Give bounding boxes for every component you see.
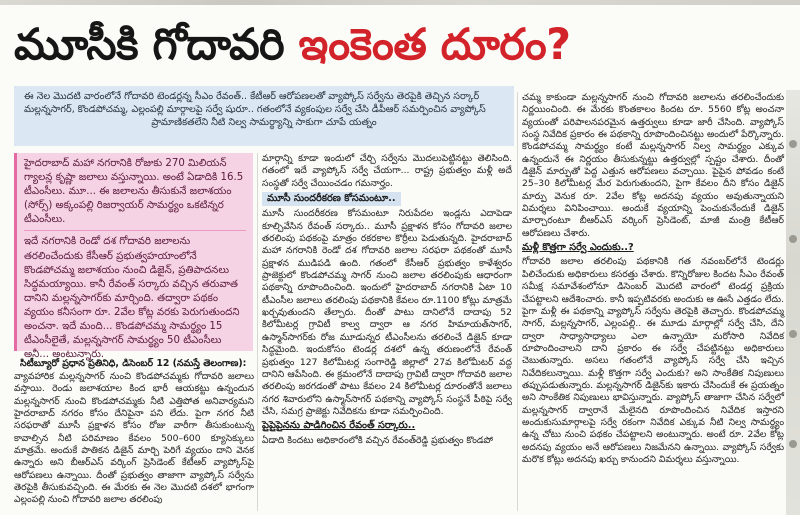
highlight-paragraph-2: ఇదే నగరానికి రెండో దశ గోదావరి జలాలను తరలించేందుకు కేసీఆర్ ప్రభుత్వహయాంలోనే కొండపోచమ్మ జలాశయం నుంచి డిజైన్, ప్రతిపాదనలు సిద్ధమయ్యాయి. కానీ రేవంత్ సర్కారు వచ్చిన తరువాత దానిని మల్లన్నసాగర్‌కు మార్చింది. తద్వారా పథకం వ్యయం కనీసంగా రూ. 2వేల కోట్ల వరకు పెరుగుతుందని అంచనా. ఇదే మంది... కొండపోచమ్మ సామర్థ్యం 15 టీఎంసీలైతే, మల్లన్నసాగర్ సామర్థ్యం 50 టీఎంసీలు అనీ... అంటున్నారు.: [24, 236, 240, 361]
column-2-paragraph-2: మూసీ సుందరీకరణ కోసమంటూ నిరుపేదల ఇండ్లను ఎదాపెడా కూల్చివేసిన రేవంత్ సర్కారు.. మూసీ ప్రక్షాళన కోసం గోదావరి జలాల తరలింపు పథకంపై మాత్రం రకరకాల కొర్రీలు పెడుతున్నది. హైదరాబాద్ మహా నగరానికి రెండో దశ గోదావరి జలాల సరఫరా పథకంతో మూసీ ప్రక్షాళన ముడిపడి ఉంది. గతంలో కేసీఆర్ ప్రభుత్వం కాళేశ్వరం ప్రాజెక్టులో కొండపోచమ్మ సాగర్ నుంచి జలాల తరలింపుకు ఆధారంగా పథకాన్ని రూపొందించింది. ఇందులో హైదరాబాద్ నగరానికి ఏటా 10 టీఎంసీల జలాలు తరలింపు పథకానికి కేవలం రూ.1100 కోట్లు మాత్రమే ఖర్చవుతుందని తేల్చారు. దీంతో పాటు దానిలోనే దాదాపు 52 కిలోమీటర్ల గ్రావిటీ కాల్వ ద్వారా ఆ నగర హిమాయత్‌సాగర్, ఉస్మాన్‌సాగర్‌కు రోజ మూడున్నర టీఎంసీలను తరలించే డిజైన్ కూడా సిద్ధమైంది. ఇందుకోసం టెండర్ల దశలో ఉన్న తరుణంలోనే రేవంత్ ప్రభుత్వం 127 కిలోమీటర్ల సంగారెడ్డి జిల్లాలో 27వ కిలోమీటర్ వద్ద దానిని ఆపేసింది. ఈ క్రమంలోనే దాదాపు గ్రావిటీ ద్వారా గోదావరి జలాల తరలింపు జరగడంతో పాటు కేవలం 24 కిలోమీటర్ల దూరంతోనే జలాలు నగర శివారులోని ఉస్మాన్‌సాగర్ పథకాన్ని వ్యాప్కోస్ సంస్థనే పీఠిపై సర్వే చేసి, సమగ్ర ప్రాజెక్టు నివేదికను కూడా సమర్పించింది.: [262, 208, 512, 417]
margin-dot-3: [789, 330, 797, 338]
margin-dot-1: [789, 140, 797, 148]
margin-dot-2: [789, 235, 797, 243]
headline: [14, 14, 794, 76]
article-column-1: [14, 371, 254, 507]
deck-line-3: ప్రామాణికతలేని నీటి నిల్వ సామర్థ్యాన్ని సాకుగా చూపే యత్నం: [151, 117, 377, 128]
byline: సిటీబ్యూరో ప్రధాన ప్రతినిధి, డిసెంబర్ 12 (నమస్తే తెలంగాణ):: [20, 358, 247, 369]
highlight-divider: [24, 230, 246, 231]
deck-line-2: మల్లన్నసాగర్, కొండపోచమ్మ, ఎల్లంపల్లి మార్గాలపై సర్వే షురూ.. గతంలోనే వ్యకంపుల సర్వే చేసి డీపీఆర్ సమర్పించిన వ్యాప్కోస్: [24, 104, 486, 115]
article-column-3: [522, 92, 784, 466]
highlight-box: [14, 153, 253, 361]
column-3-paragraph-1: చమ్మ కాకుండా మల్లన్నసాగర్ నుంచి గోదావరి జలాలను తరలించేందుకు నిర్ణయించింది. ఈ మేరకు కొంతకాలం కిందట రూ. 5560 కోట్ల అంచనా వ్యయంతో పరిపాలనపరమైన ఉత్తర్వులు కూడా జారీ చేసింది. వ్యాప్కోస్ సంస్థ నివేదిక ప్రకారం ఈ పథకాన్ని రూపొందించినట్టు అందులో పేర్కొన్నారు. కొండపోచమ్మ సామర్థ్యం కంటే మల్లన్నసాగర్ నిల్వ సామర్థ్యం ఎక్కువ ఉన్నందునే ఈ నిర్ణయం తీసుకున్నట్టు ఉత్తర్వుల్లో స్పష్టం చేశారు. దీంతో డిజైన్ మార్పుతో పెద్ద ఎత్తున ఆరోపణలు వచ్చాయి. పైపైన పోవడం కంటే 25–30 కిలోమీటర్ల మేర పెరుగుతుందని, పైగా కేవలం దీని కోసం డిజైన్ మార్పు వెనుక రూ. 2వేల కోట్ల అదనపు వ్యయం అవుతున్నాయని విమర్శలు వినిపించాయి. అందుకే వ్యయాన్ని పెంచుకునేందుకే డిజైన్ మార్చారంటూ బీఆర్‌ఎస్ వర్కింగ్ ప్రెసిడెంట్, మాజీ మంత్రి కేటీఆర్ ఆరోపణలు చేశారు.: [522, 92, 784, 239]
subhead-survey: మళ్లీ కొత్తగా సర్వే ఎందుకు..?: [522, 242, 634, 254]
headline-black: మూసీకి గోదావరి: [14, 20, 299, 70]
page-top-edge: [0, 0, 800, 5]
column-divider-1: [257, 153, 258, 511]
deck-line-1: ఈ నెల మొదటి వారంలోనే గోదావరి టెండర్లన్న సీఎం రేవంత్.. కేటీఆర్ ఆరోపణలతో వ్యాప్కోస్ సర్వేను తెరపైకి తెచ్చిన సర్కార్: [24, 91, 480, 102]
column-2-paragraph-1: మార్గాన్ని కూడా ఇందులో చేర్చి సర్వేను మొదలుపెట్టినట్టు తెలిసింది. గతంలో ఇదే వ్యాప్కోస్ సర్వే చేయగా... రాష్ట్ర ప్రభుత్వం మళ్లీ అదే సంస్థతో సర్వే చేయించడం గమనార్హం.: [262, 153, 512, 189]
column-2-paragraph-3: ఏడాది కిందటు అధికారంలోకి వచ్చిన రేవంత్‌రెడ్డి ప్రభుత్వం కొండపో: [262, 434, 494, 446]
deck-box: [14, 86, 514, 146]
page-right-edge: [786, 90, 800, 515]
article-column-2: [262, 153, 512, 447]
column-divider-2: [517, 92, 518, 511]
column-3-paragraph-2: గోదావరి జలాల తరలింపు పథకానికి గత నవంబర్‌లోనే టెండర్లు పిలిచేందుకు అధికారులు కసరత్తు చేశారు. కొన్నిరోజుల కిందట సీఎం రేవంత్ సమీక్ష సమావేశంలోనూ డిసెంబర్ మొదటి వారంలో టెండర్ల ప్రక్రియ చేపట్టాలని ఆదేశించారు. కానీ ఇప్పటివరకు అందుకు ఆ ఊసే ఎత్తడం లేదు. పైగా మళ్లీ ఈ పథకాన్ని వ్యాప్కోస్ సర్వేను తెరపైకి తెచ్చారు. కొండపోచమ్మ సాగర్, మల్లన్నసాగర్, ఎల్లంపల్లి.. ఈ మూడు మార్గాల్లో సర్వే చేసి, దేని ద్వారా సాధ్యాసాధ్యాలు ఎలా ఉన్నాయో మరోసారి నివేదిక రూపొందించాలని దాని ప్రకారం ఈ సర్వే చేపట్టినట్టు అధికారులు చెబుతున్నారు. అసలు గతంలోనే వ్యాప్కోస్ సర్వే చేసి ఇచ్చిన నివేదికలున్నాయి. మళ్లీ కొత్తగా సర్వే ఎందుకు? అని సాంకేతిక నిపుణులు తప్పుపడుతున్నారు. మల్లన్నసాగర్ డిజైన్‌కు ఇకారు చేసిందుకే ఈ ప్రయత్నం అని సాంకేతిక నిపుణులు భావిస్తున్నారు. వ్యాప్కోస్ తాజాగా చేసిన సర్వేలో మల్లన్నసాగర్ ద్వారానే మేలైనది రూపొందించిన నివేదిక ఇస్తారని అందుకుసుమార్గాలపై సర్వే రకంగా నివేదిక ఎక్కువ నీటి నిల్వ సామర్థ్యం ఉన్న చోటు నుంచి పథకం చేపట్టాలని అంటున్నారు. అంటే రూ. 2వేల కోట్ల అదనపు వ్యయం అనే ఆరోపణలు నిజమేనని ఉన్నాయి. వ్యాప్కోస్ సర్వేకు మరొక కోట్లు అదనపు ఖర్చు కానుందని విమర్శలు వస్తున్నాయి.: [522, 256, 784, 465]
margin-dot-4: [789, 440, 797, 448]
headline-red: ఇంకెంత దూరం?: [298, 20, 571, 70]
column-1-body: వ్యావహారిక మల్లన్నసాగర్ నుంచి కొండపోచమ్మకు గోదావరి జలాలు వస్తాయి. రెండు జలాశయాల కింద భారీ ఆయకట్టు ఉన్నందున మల్లన్నసాగర్ నుంచి కొండపోచమ్మకు నీటి ఎత్తిపోత అనివార్యమని హైదరాబాద్ నగరం కోసం దేనిపైనా పని లేదు. పైగా నగర నీటి సరఫరాతో మూసీ ప్రక్షాళన కోసం రోజు వారీగా తీసుకుంటున్న కావాల్సిన నీటి పరిమాణం కేవలం 500–600 క్యూసెక్కులు మాత్రమే. అందుకే పాతికన డిజైన్ మార్చి పెరిగే వ్యయం దాని వెనక ఉన్నారు అని బీఆర్‌ఎస్ వర్కింగ్ ప్రెసిడెంట్ కేటీఆర్ వ్యాప్కోస్‌పై ఆరోపణలు ఉన్నాయి. దీంతో ప్రభుత్వం తాజాగా వ్యాప్కోస్ సర్వేను తెరపైకి తీసుకువచ్చింది. ఈ మేరకు ఈ నెల మొదటి దశలో భాగంగా ఎల్లంపల్లి నుంచి గోదావరి జలాల తరలింపు: [14, 371, 254, 506]
subhead-pipeline: పైపైపైనను పాడిగించిన రేవంత్ సర్కారు..: [262, 420, 416, 432]
highlight-paragraph-1: హైదరాబాద్ మహా నగరానికి రోజుకు 270 మిలియన్ గ్యాలన్ల కృష్ణా జలాలు వస్తున్నాయి. అంటే ఏడాదికి 16.5 టీఎంసీలు. మూ... ఈ జలాలను తీసుకునే జలాశయం (సోర్స్) అక్కంపల్లి రిజర్వాయర్ సామర్థ్యం ఒకటిన్నర టీఎంసీలు.: [24, 158, 244, 226]
subhead-musi: మూసీ సుందరీకరణ కోసమంటూ..: [262, 192, 401, 206]
